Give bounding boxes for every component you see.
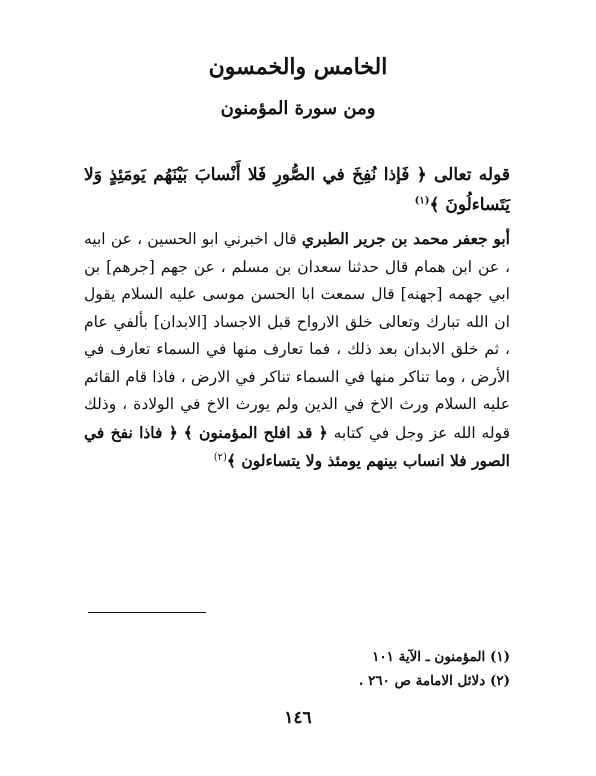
footnotes xyxy=(210,645,510,693)
footnote-1: (١) المؤمنون ـ الآية ١٠١ xyxy=(372,649,510,665)
page-number: ١٤٦ xyxy=(284,708,312,728)
narration-paragraph xyxy=(84,225,510,476)
verse-intro xyxy=(84,160,510,220)
footnote-ref-2: (٢) xyxy=(213,451,227,463)
verse-suffix: ﴾ xyxy=(429,195,440,215)
chapter-title: الخامس والخمسون xyxy=(208,54,388,80)
footnote-ref-1: (١) xyxy=(414,195,430,207)
surah-subtitle: ومن سورة المؤمنون xyxy=(220,98,376,119)
narration-text: قال اخبرني ابو الحسين ، عن ابيه ، عن ابن همام قال حدثنا سعدان بن مسلم ، عن جهم [جرهم] بن ابي جهمه [جهنه] قال سمعت ابا الحسن موسى عليه السلام يقول ان الله تبارك وتعالى خلق الارواح قبل الاجساد [الابدان] بألفي عام ، ثم خلق الابدان بعد ذلك ، فما تعارف منها في السماء تعارف في الأرض ، وما تناكر منها في السماء تناكر في الارض ، فاذا قام القائم عليه السلام ورث الاخ في الدين ولم يورث الاخ في الولادة ، وذلك قوله الله عز وجل في كتابه xyxy=(84,230,510,442)
quran-quote-2: ﴿ فاذا نفخ في الصور فلا انساب بينهم يومئذ ولا يتساءلون ﴾ xyxy=(84,422,510,470)
author-name: أبو جعفر محمد بن جرير الطبري xyxy=(301,229,510,248)
verse-quote: فَإذا نُفِخَ في الصُّورِ فَلا أَنْسابَ بَيْنَهُم يَومَئِذٍ وَلا يَتَساءلُونَ xyxy=(84,165,510,215)
verse-prefix: قوله تعالى ﴿ xyxy=(416,165,510,185)
footnote-2: (٢) دلائل الامامة ص ٢٦٠ . xyxy=(358,673,510,689)
footnote-divider xyxy=(88,612,206,613)
quran-quote-1: ﴿ قد افلح المؤمنون ﴾ xyxy=(183,422,328,442)
